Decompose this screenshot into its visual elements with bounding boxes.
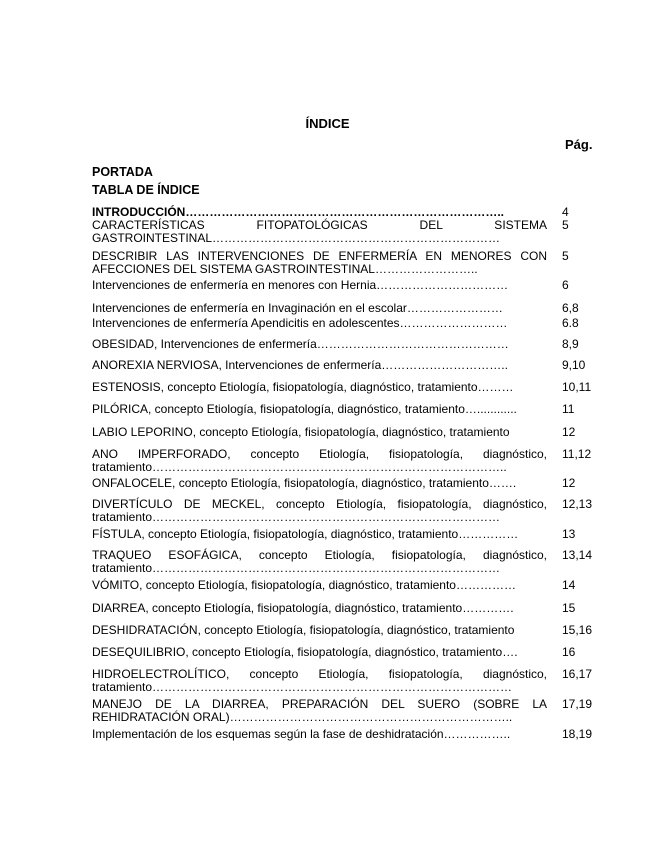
toc-entry-vomito	[92, 579, 547, 592]
toc-entry-text: Intervenciones de enfermería Apendicitis en adolescentes………………………	[92, 316, 508, 330]
toc-entry-text: FÍSTULA, concepto Etiología, fisiopatología, diagnóstico, tratamiento……………	[92, 527, 519, 541]
toc-entry-text: DESCRIBIR LAS INTERVENCIONES DE ENFERMERÍA EN MENORES CON	[92, 249, 547, 263]
toc-page-number: 13	[562, 527, 576, 541]
toc-entry-text: DESHIDRATACIÓN, concepto Etiología, fisiopatología, diagnóstico, tratamiento	[92, 623, 515, 637]
toc-page-number: 4	[562, 205, 569, 219]
toc-entry-labio-leporino	[92, 426, 547, 439]
toc-entry-diarrea	[92, 602, 547, 615]
toc-entry-estenosis	[92, 381, 547, 394]
toc-page-number: 15,16	[562, 623, 593, 637]
toc-page-number: 16	[562, 645, 576, 659]
toc-page-number: 13,14	[562, 548, 593, 562]
heading-tabla-de-indice: TABLA DE ÍNDICE	[92, 183, 200, 197]
toc-entry-text: DIVERTÍCULO DE MECKEL, concepto Etiología, fisiopatología, diagnóstico,	[92, 497, 547, 511]
toc-entry-text-line2: AFECCIONES DEL SISTEMA GASTROINTESTINAL……………………..	[92, 262, 478, 276]
toc-page-number: 5	[562, 218, 569, 232]
toc-entry-text: DESEQUILIBRIO, concepto Etiología, fisiopatología, diagnóstico, tratamiento….	[92, 645, 518, 659]
toc-entry-invaginacion	[92, 302, 547, 315]
toc-entry-text-line2: REHIDRATACIÓN ORAL)……………………………………………………………..	[92, 710, 513, 724]
toc-entry-text: DIARREA, concepto Etiología, fisiopatología, diagnóstico, tratamiento………….	[92, 601, 514, 615]
toc-page-number: 6,8	[562, 301, 579, 315]
toc-page-number: 12,13	[562, 497, 593, 511]
toc-entry-text: ESTENOSIS, concepto Etiología, fisiopatología, diagnóstico, tratamiento………	[92, 380, 514, 394]
page-column-label: Pág.	[565, 137, 593, 152]
toc-entry-pilorica	[92, 403, 547, 416]
toc-entry-anorexia	[92, 359, 547, 372]
toc-entry-text: Intervenciones de enfermería en Invaginación en el escolar……………………	[92, 301, 503, 315]
toc-entry-obesidad	[92, 338, 547, 351]
toc-page-number: 10,11	[562, 380, 592, 394]
toc-entry-text-line2: tratamiento……………………………………………………………………………..	[92, 460, 507, 474]
toc-entry-text: LABIO LEPORINO, concepto Etiología, fisiopatología, diagnóstico, tratamiento	[92, 425, 510, 439]
toc-page-number: 6.8	[562, 316, 579, 330]
toc-entry-text-line2: tratamiento……………………………………………………………………………	[92, 510, 501, 524]
toc-entry-text: Intervenciones de enfermería en menores con Hernia……………………………	[92, 278, 509, 292]
toc-page-number: 18,19	[562, 727, 593, 741]
toc-entry-ano-imperforado	[92, 448, 547, 474]
toc-entry-text-line2: tratamiento……………………………………………………………………………	[92, 561, 501, 575]
toc-entry-text: INTRODUCCIÓN……………………………………………………………………..	[92, 205, 504, 219]
index-title: ÍNDICE	[305, 116, 350, 131]
toc-entry-text-line2: tratamiento………………………………………………………………………………	[92, 680, 513, 694]
toc-page-number: 12	[562, 476, 576, 490]
toc-page-number: 11	[562, 402, 575, 416]
toc-page-number: 17,19	[562, 697, 593, 711]
toc-entry-traqueo-esofagica	[92, 549, 547, 575]
toc-entry-text: OBESIDAD, Intervenciones de enfermería…………………………………………	[92, 337, 509, 351]
toc-entry-diverticulo-meckel	[92, 498, 547, 524]
toc-entry-implementacion	[92, 728, 547, 741]
toc-entry-deshidratacion	[92, 624, 547, 637]
toc-entry-text: CARACTERÍSTICAS FITOPATOLÓGICAS DEL SISTEMA	[92, 218, 547, 232]
toc-page-number: 11,12	[562, 447, 592, 461]
toc-entry-text: VÓMITO, concepto Etiología, fisiopatología, diagnóstico, tratamiento……………	[92, 578, 516, 592]
toc-entry-onfalocele	[92, 477, 547, 490]
toc-entry-hidroelectrolitico	[92, 668, 547, 694]
toc-page-number: 5	[562, 249, 569, 263]
toc-page-number: 12	[562, 425, 576, 439]
toc-entry-apendicitis	[92, 317, 547, 330]
toc-entry-manejo-diarrea	[92, 698, 547, 724]
toc-page-number: 15	[562, 601, 576, 615]
toc-page-number: 9,10	[562, 358, 586, 372]
toc-entry-text: HIDROELECTROLÍTICO, concepto Etiología, fisiopatología, diagnóstico,	[92, 667, 547, 681]
toc-entry-text: ANO IMPERFORADO, concepto Etiología, fisiopatología, diagnóstico,	[92, 447, 547, 461]
toc-entry-text-line2: GASTROINTESTINAL………………………………………………………………	[92, 231, 501, 245]
toc-entry-fistula	[92, 528, 547, 541]
toc-entry-text: ANOREXIA NERVIOSA, Intervenciones de enfermería…………………………..	[92, 358, 508, 372]
toc-page-number: 6	[562, 278, 569, 292]
toc-entry-text: TRAQUEO ESOFÁGICA, concepto Etiología, fisiopatología, diagnóstico,	[92, 548, 547, 562]
toc-entry-text: PILÓRICA, concepto Etiología, fisiopatología, diagnóstico, tratamiento…............	[92, 402, 517, 416]
toc-page-number: 16,17	[562, 667, 593, 681]
toc-page-number: 8,9	[562, 337, 579, 351]
toc-page-number: 14	[562, 578, 576, 592]
toc-entry-text: ONFALOCELE, concepto Etiología, fisiopatología, diagnóstico, tratamiento…….	[92, 476, 517, 490]
toc-entry-text: Implementación de los esquemas según la fase de deshidratación……………..	[92, 727, 511, 741]
toc-entry-describir	[92, 250, 547, 276]
heading-portada: PORTADA	[92, 165, 153, 179]
toc-entry-desequilibrio	[92, 646, 547, 659]
toc-entry-hernia	[92, 279, 547, 292]
toc-entry-caracteristicas	[92, 219, 547, 245]
toc-entry-text: MANEJO DE LA DIARREA, PREPARACIÓN DEL SUERO (SOBRE LA	[92, 697, 547, 711]
